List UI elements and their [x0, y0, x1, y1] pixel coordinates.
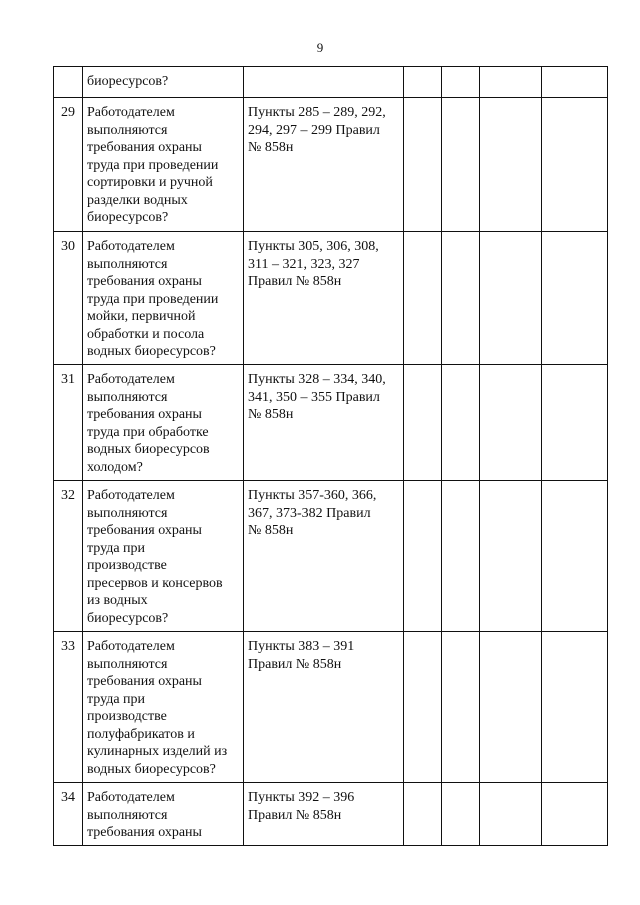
row-number: 29	[54, 98, 83, 232]
table-row	[54, 632, 608, 783]
question-cell: Работодателем выполняются требования охраны	[83, 783, 244, 846]
answer-no-cell	[442, 481, 480, 632]
note-cell	[542, 98, 608, 232]
question-cell: Работодателем выполняются требования охраны труда при проведении мойки, первичной обработки и посола водных биоресурсов?	[83, 232, 244, 365]
note-cell	[542, 632, 608, 783]
note-cell	[542, 365, 608, 481]
page-number: 9	[316, 40, 324, 55]
answer-yes-cell	[404, 481, 442, 632]
table-row	[54, 783, 608, 846]
answer-no-cell	[442, 67, 480, 98]
table-row	[54, 365, 608, 481]
note-cell	[542, 67, 608, 98]
answer-yes-cell	[404, 783, 442, 846]
reference-cell	[244, 67, 404, 98]
question-cell: Работодателем выполняются требования охраны труда при производстве полуфабрикатов и кулинарных изделий из водных биоресурсов?	[83, 632, 244, 783]
reference-cell: Пункты 357-360, 366, 367, 373-382 Правил № 858н	[244, 481, 404, 632]
answer-no-cell	[442, 365, 480, 481]
answer-na-cell	[480, 67, 542, 98]
reference-cell: Пункты 383 – 391 Правил № 858н	[244, 632, 404, 783]
answer-yes-cell	[404, 98, 442, 232]
reference-cell: Пункты 285 – 289, 292, 294, 297 – 299 Правил № 858н	[244, 98, 404, 232]
question-cell: Работодателем выполняются требования охраны труда при обработке водных биоресурсов холодом?	[83, 365, 244, 481]
answer-no-cell	[442, 783, 480, 846]
row-number: 34	[54, 783, 83, 846]
row-number: 30	[54, 232, 83, 365]
note-cell	[542, 232, 608, 365]
answer-no-cell	[442, 232, 480, 365]
row-number: 31	[54, 365, 83, 481]
table-row	[54, 67, 608, 98]
answer-na-cell	[480, 232, 542, 365]
answer-yes-cell	[404, 365, 442, 481]
reference-cell: Пункты 305, 306, 308, 311 – 321, 323, 327 Правил № 858н	[244, 232, 404, 365]
table-row	[54, 98, 608, 232]
answer-yes-cell	[404, 632, 442, 783]
checklist-table	[53, 66, 608, 846]
table-row	[54, 232, 608, 365]
answer-na-cell	[480, 98, 542, 232]
row-number: 33	[54, 632, 83, 783]
answer-na-cell	[480, 632, 542, 783]
question-cell: Работодателем выполняются требования охраны труда при проведении сортировки и ручной разделки водных биоресурсов?	[83, 98, 244, 232]
reference-cell: Пункты 328 – 334, 340, 341, 350 – 355 Правил № 858н	[244, 365, 404, 481]
answer-na-cell	[480, 783, 542, 846]
row-number: 32	[54, 481, 83, 632]
question-cell: Работодателем выполняются требования охраны труда при производстве пресервов и консервов из водных биоресурсов?	[83, 481, 244, 632]
answer-yes-cell	[404, 67, 442, 98]
answer-na-cell	[480, 365, 542, 481]
row-number	[54, 67, 83, 98]
answer-no-cell	[442, 98, 480, 232]
answer-yes-cell	[404, 232, 442, 365]
answer-no-cell	[442, 632, 480, 783]
reference-cell: Пункты 392 – 396 Правил № 858н	[244, 783, 404, 846]
table-row	[54, 481, 608, 632]
note-cell	[542, 481, 608, 632]
note-cell	[542, 783, 608, 846]
question-cell: биоресурсов?	[83, 67, 244, 98]
answer-na-cell	[480, 481, 542, 632]
